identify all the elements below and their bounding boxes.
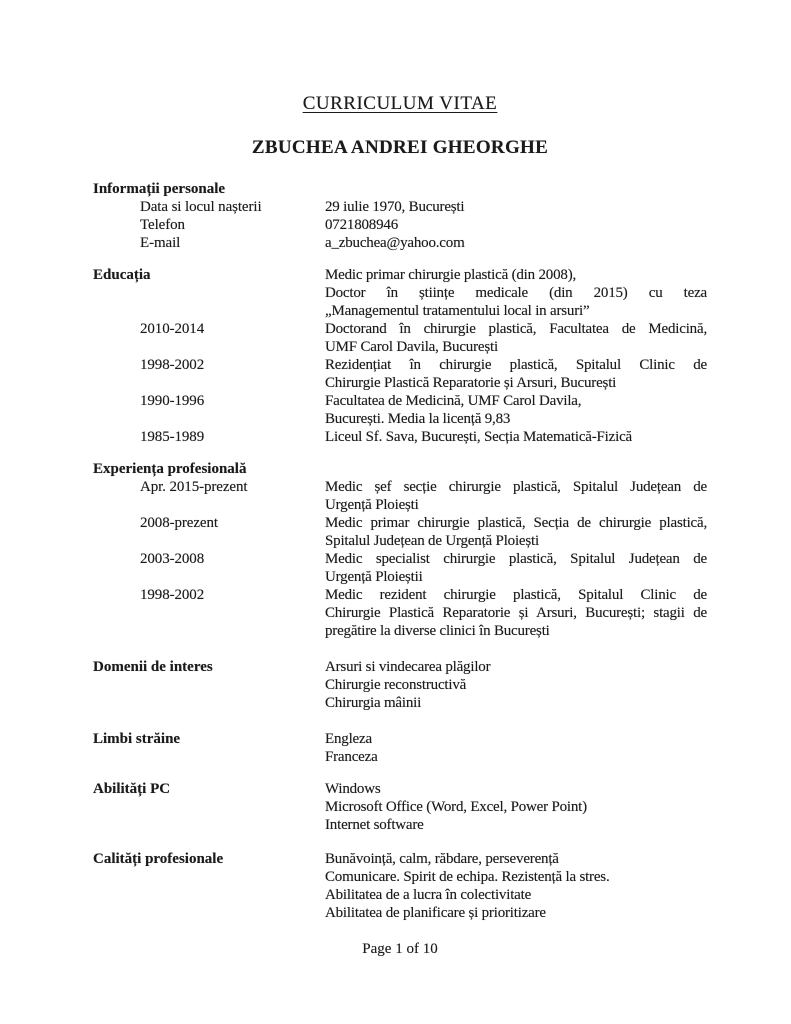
value-line: Medic rezident chirurgie plastică, Spitalul Clinic de — [325, 587, 707, 603]
row-label: 2010-2014 — [140, 321, 205, 337]
value-block — [325, 514, 707, 550]
page-number: Page 1 of 10 — [362, 941, 438, 957]
value-line: Arsuri si vindecarea plăgilor — [325, 659, 491, 675]
section-heading: Abilități PC — [93, 781, 171, 797]
value-block — [325, 234, 707, 252]
value-line: Bunăvoință, calm, răbdare, perseverență — [325, 851, 559, 867]
cv-row — [93, 216, 707, 234]
value-block — [325, 356, 707, 392]
value-line: Franceza — [325, 749, 378, 765]
value-line: Internet software — [325, 817, 424, 833]
value-block — [325, 198, 707, 216]
section-heading: Limbi străine — [93, 731, 181, 747]
cv-row — [93, 198, 707, 216]
section-heading: Calități profesionale — [93, 851, 224, 867]
value-line: Chirurgia mâinii — [325, 695, 422, 711]
cv-row — [93, 514, 707, 550]
value-line: Urgență Ploieștii — [325, 569, 423, 585]
value-line: Medic șef secție chirurgie plastică, Spitalul Județean de — [325, 479, 707, 495]
value-line: 0721808946 — [325, 217, 399, 233]
value-block — [325, 780, 707, 834]
section-heading: Domenii de interes — [93, 659, 213, 675]
section-abilitati-pc — [93, 780, 707, 834]
cv-row — [93, 550, 707, 586]
value-line: Abilitatea de planificare și prioritizare — [325, 905, 546, 921]
value-block — [325, 180, 707, 198]
section-informatii-personale — [93, 180, 707, 252]
cv-row — [93, 392, 707, 428]
row-label: 1985-1989 — [140, 429, 205, 445]
cv-sections — [93, 180, 707, 922]
value-line: Chirurgie Plastică Reparatorie și Arsuri, București — [325, 375, 617, 391]
value-line: Urgență Ploiești — [325, 497, 419, 513]
value-block — [325, 266, 707, 320]
value-line: Engleza — [325, 731, 372, 747]
section-calitati-profesionale — [93, 850, 707, 922]
section-heading: Educația — [93, 267, 151, 283]
section-heading: Informații personale — [93, 181, 226, 197]
value-line: Microsoft Office (Word, Excel, Power Point) — [325, 799, 587, 815]
value-block — [325, 460, 707, 478]
row-label: E-mail — [140, 235, 181, 251]
cv-row — [93, 428, 707, 446]
value-block — [325, 320, 707, 356]
value-line: UMF Carol Davila, București — [325, 339, 498, 355]
value-line: Chirurgie reconstructivă — [325, 677, 467, 693]
section-heading-row — [93, 460, 707, 478]
row-label: Apr. 2015-prezent — [140, 479, 248, 495]
value-line: Doctor în științe medicale (din 2015) cu teza — [325, 285, 707, 301]
cv-row — [93, 586, 707, 640]
value-line: „Managementul tratamentului local in arsuri” — [325, 303, 590, 319]
value-line: Medic primar chirurgie plastică, Secția de chirurgie plastică, — [325, 515, 707, 531]
document-title: CURRICULUM VITAE — [302, 93, 498, 114]
row-label: Telefon — [140, 217, 185, 233]
row-label: 1998-2002 — [140, 357, 205, 373]
value-line: Abilitatea de a lucra în colectivitate — [325, 887, 532, 903]
section-heading: Experiența profesională — [93, 461, 247, 477]
section-experienta-profesionala — [93, 460, 707, 640]
section-heading-row — [93, 266, 707, 320]
value-line: Spitalul Județean de Urgență Ploiești — [325, 533, 539, 549]
row-label: 1998-2002 — [140, 587, 205, 603]
value-line: Comunicare. Spirit de echipa. Rezistență la stres. — [325, 869, 610, 885]
row-label: 2003-2008 — [140, 551, 205, 567]
row-label: Data si locul nașterii — [140, 199, 262, 215]
value-block — [325, 428, 707, 446]
value-block — [325, 478, 707, 514]
value-line: Chirurgie Plastică Reparatorie și Arsuri, București; stagii de — [325, 605, 707, 621]
section-heading-row — [93, 780, 707, 834]
section-heading-row — [93, 180, 707, 198]
value-line: Liceul Sf. Sava, București, Secția Matematică-Fizică — [325, 429, 632, 445]
value-line: 29 iulie 1970, București — [325, 199, 465, 215]
value-line: Facultatea de Medicină, UMF Carol Davila, — [325, 393, 582, 409]
value-block — [325, 392, 707, 428]
value-block — [325, 730, 707, 766]
section-heading-row — [93, 658, 707, 712]
section-heading-row — [93, 730, 707, 766]
value-line: București. Media la licență 9,83 — [325, 411, 511, 427]
value-line: Windows — [325, 781, 381, 797]
cv-row — [93, 478, 707, 514]
value-block — [325, 550, 707, 586]
row-label: 1990-1996 — [140, 393, 205, 409]
cv-row — [93, 234, 707, 252]
row-label: 2008-prezent — [140, 515, 218, 531]
value-block — [325, 850, 707, 922]
value-block — [325, 586, 707, 640]
section-educatia — [93, 266, 707, 446]
value-line: pregătire la diverse clinici în București — [325, 623, 550, 639]
section-domenii-de-interes — [93, 658, 707, 712]
section-heading-row — [93, 850, 707, 922]
section-limbi-straine — [93, 730, 707, 766]
value-block — [325, 658, 707, 712]
cv-row — [93, 356, 707, 392]
person-name: ZBUCHEA ANDREI GHEORGHE — [251, 137, 549, 158]
value-block — [325, 216, 707, 234]
value-line: Doctorand în chirurgie plastică, Facultatea de Medicină, — [325, 321, 707, 337]
value-line: a_zbuchea@yahoo.com — [325, 235, 465, 251]
value-line: Medic primar chirurgie plastică (din 2008), — [325, 267, 577, 283]
value-line: Medic specialist chirurgie plastică, Spitalul Județean de — [325, 551, 707, 567]
value-line: Rezidențiat în chirurgie plastică, Spitalul Clinic de — [325, 357, 707, 373]
cv-row — [93, 320, 707, 356]
